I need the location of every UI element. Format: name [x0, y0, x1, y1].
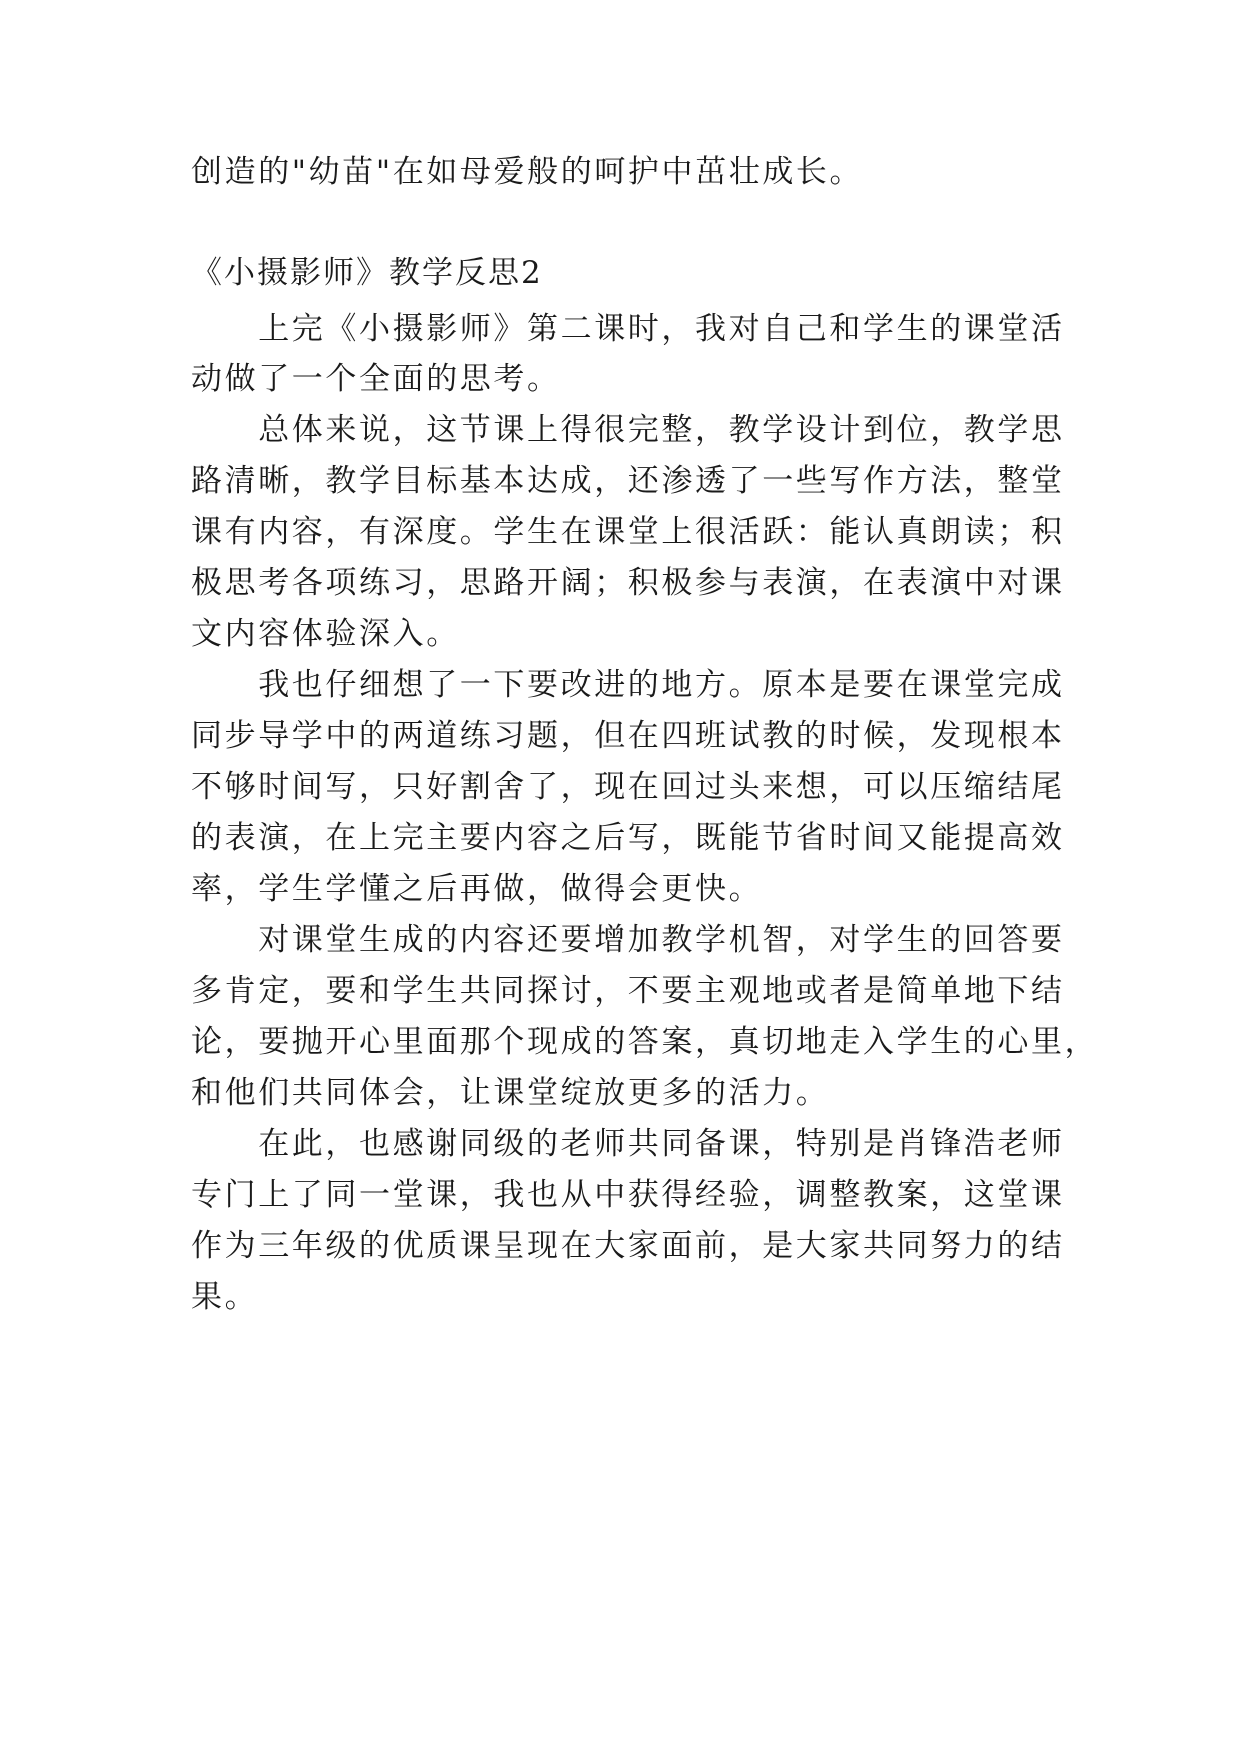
text-line: 课有内容，有深度。学生在课堂上很活跃：能认真朗读；积 [191, 514, 1065, 550]
text-line: 的表演，在上完主要内容之后写，既能节省时间又能提高效 [191, 820, 1065, 856]
text-line: 和他们共同体会，让课堂绽放更多的活力。 [191, 1075, 830, 1111]
text-line: 我也仔细想了一下要改进的地方。原本是要在课堂完成 [191, 667, 1065, 703]
text-line: 对课堂生成的内容还要增加教学机智，对学生的回答要 [191, 922, 1065, 958]
text-line: 率，学生学懂之后再做，做得会更快。 [191, 871, 763, 907]
section-title: 《小摄影师》教学反思2 [191, 255, 543, 291]
text-line: 上完《小摄影师》第二课时，我对自己和学生的课堂活 [191, 311, 1065, 347]
text-line: 极思考各项练习，思路开阔；积极参与表演，在表演中对课 [191, 565, 1065, 601]
text-line: 多肯定，要和学生共同探讨，不要主观地或者是简单地下结 [191, 973, 1065, 1009]
text-line: 在此，也感谢同级的老师共同备课，特别是肖锋浩老师 [191, 1126, 1065, 1162]
text-line: 论，要抛开心里面那个现成的答案，真切地走入学生的心里， [191, 1024, 1099, 1060]
text-line: 同步导学中的两道练习题，但在四班试教的时候，发现根本 [191, 718, 1065, 754]
text-line: 文内容体验深入。 [191, 616, 460, 652]
text-line: 动做了一个全面的思考。 [191, 361, 561, 397]
text-line: 不够时间写，只好割舍了，现在回过头来想，可以压缩结尾 [191, 769, 1065, 805]
text-line: 作为三年级的优质课呈现在大家面前，是大家共同努力的结 [191, 1228, 1065, 1264]
text-line: 果。 [191, 1279, 259, 1315]
text-line: 专门上了同一堂课，我也从中获得经验，调整教案，这堂课 [191, 1177, 1065, 1213]
continuation-line: 创造的"幼苗"在如母爱般的呵护中茁壮成长。 [191, 154, 864, 190]
text-line: 总体来说，这节课上得很完整，教学设计到位，教学思 [191, 412, 1065, 448]
text-line: 路清晰，教学目标基本达成，还渗透了一些写作方法，整堂 [191, 463, 1065, 499]
